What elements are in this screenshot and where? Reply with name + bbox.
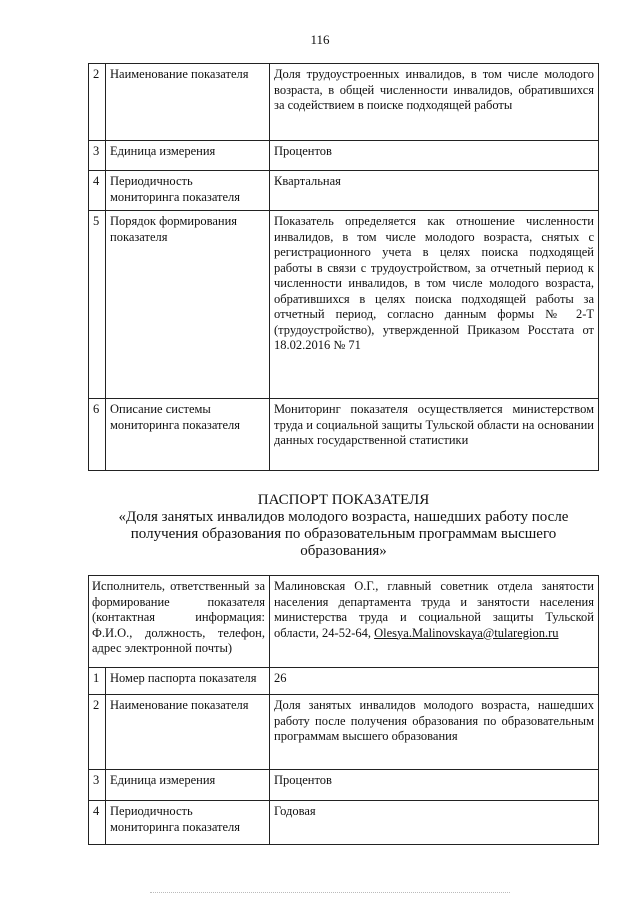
row-value: Доля трудоустроенных инвалидов, в том числе молодого возраста, в общей численности инвалидов, обратившихся за содействием в поиске подходящей работы — [270, 64, 599, 141]
page-number: 116 — [310, 32, 330, 47]
table-row — [89, 801, 599, 845]
responsible-email-link[interactable]: Olesya.Malinovskaya@tularegion.ru — [374, 625, 559, 640]
table-row — [89, 770, 599, 801]
row-label: Номер паспорта показателя — [106, 668, 270, 695]
scan-artifact-divider — [150, 892, 510, 893]
passport-heading — [88, 492, 599, 560]
responsible-text: Малиновская О.Г., главный советник отдела занятости населения департамента труда и занятости населения министерства труда и социальной защиты Тульской области, 24-52-64, — [274, 579, 594, 640]
row-number: 5 — [89, 211, 106, 399]
passport-subtitle: «Доля занятых инвалидов молодого возраста, нашедших работу после получения образования по образовательным программам высшего образования» — [118, 509, 569, 559]
table-row — [89, 668, 599, 695]
indicator-passport-table — [88, 575, 599, 845]
table-row — [89, 695, 599, 770]
row-label: Наименование показателя — [106, 695, 270, 770]
table-row — [89, 211, 599, 399]
row-value: Мониторинг показателя осуществляется министерством труда и социальной защиты Тульской области на основании данных государственной статистики — [270, 399, 599, 471]
row-label: Периодичность мониторинга показателя — [106, 801, 270, 845]
row-value: Квартальная — [270, 171, 599, 211]
responsible-label: Исполнитель, ответственный за формирование показателя (контактная информация: Ф.И.О., должность, телефон, адрес электронной почты) — [89, 576, 270, 668]
table-row — [89, 399, 599, 471]
row-number: 4 — [89, 171, 106, 211]
responsible-value — [270, 576, 599, 668]
row-label: Единица измерения — [106, 141, 270, 171]
table-row — [89, 141, 599, 171]
row-value: Процентов — [270, 770, 599, 801]
table-row — [89, 576, 599, 668]
row-value: 26 — [270, 668, 599, 695]
row-label: Периодичность мониторинга показателя — [106, 171, 270, 211]
table-row — [89, 171, 599, 211]
table-row — [89, 64, 599, 141]
row-number: 2 — [89, 64, 106, 141]
row-value: Годовая — [270, 801, 599, 845]
row-number: 2 — [89, 695, 106, 770]
indicator-passport-table-continued — [88, 63, 599, 471]
row-label: Описание системы мониторинга показателя — [106, 399, 270, 471]
row-number: 1 — [89, 668, 106, 695]
row-label: Наименование показателя — [106, 64, 270, 141]
row-value: Процентов — [270, 141, 599, 171]
row-label: Единица измерения — [106, 770, 270, 801]
row-value: Доля занятых инвалидов молодого возраста, нашедших работу после получения образования по образовательным программам высшего образования — [270, 695, 599, 770]
row-number: 3 — [89, 141, 106, 171]
row-number: 3 — [89, 770, 106, 801]
row-number: 4 — [89, 801, 106, 845]
passport-title: ПАСПОРТ ПОКАЗАТЕЛЯ — [257, 492, 430, 508]
row-number: 6 — [89, 399, 106, 471]
row-label: Порядок формирования показателя — [106, 211, 270, 399]
row-value: Показатель определяется как отношение численности инвалидов, в том числе молодого возраста, снятых с регистрационного учета в целях поиска подходящей работы в связи с трудоустройством, за отчетный период к численности инвалидов, в том числе молодого возраста, обратившихся в целях поиска подходящей работы за отчетный период, согласно данным формы № 2-Т (трудоустройство), утвержденной Приказом Росстата от 18.02.2016 № 71 — [270, 211, 599, 399]
